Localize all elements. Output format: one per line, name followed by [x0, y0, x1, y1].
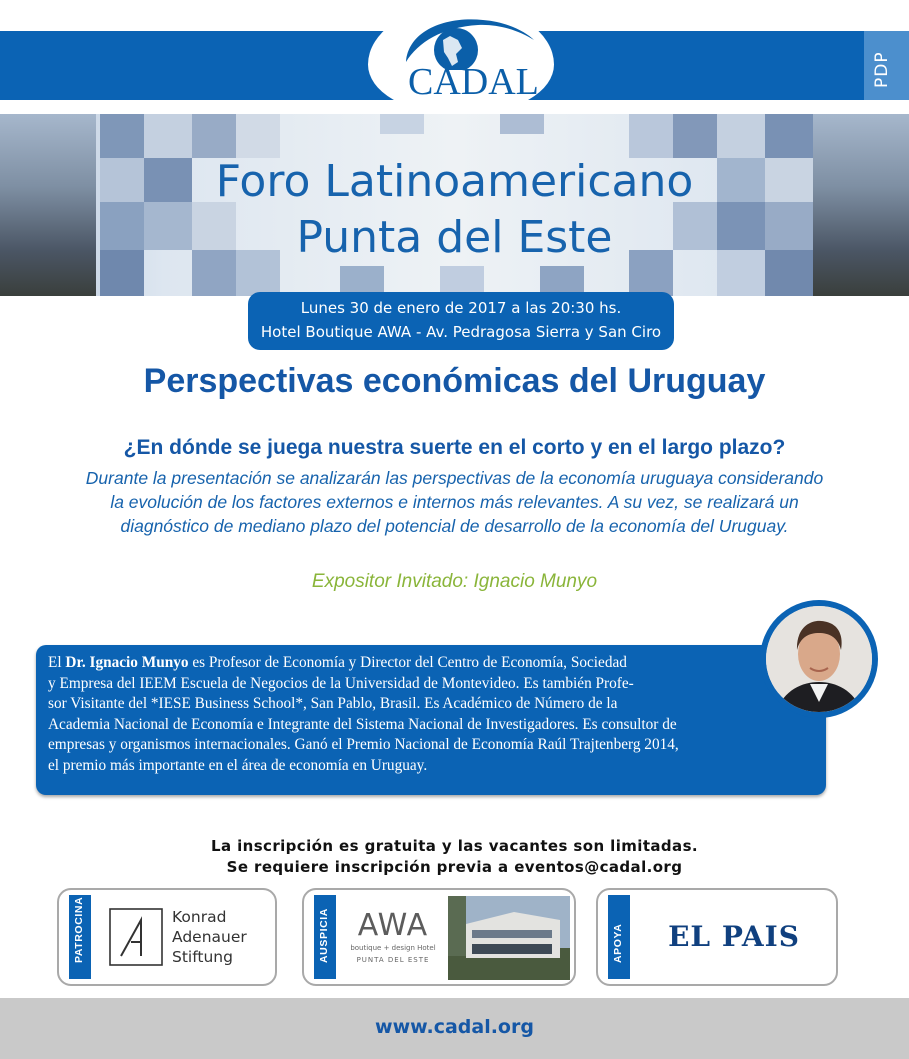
- bio-line: Academia Nacional de Economía e Integrante del Sistema Nacional de Investigadores. Es consultor de: [48, 715, 677, 733]
- banner-title-line2: Punta del Este: [296, 212, 613, 263]
- sponsor-role-tag: APOYA: [608, 895, 630, 979]
- event-venue: Hotel Boutique AWA - Av. Pedragosa Sierra y San Ciro: [260, 323, 662, 341]
- bio-line: y Empresa del IEEM Escuela de Negocios de la Universidad de Montevideo. Es también Profe-: [48, 674, 634, 692]
- event-description: [40, 466, 869, 538]
- awa-logo-text: AWA: [357, 908, 429, 943]
- speaker-heading: Expositor Invitado: Ignacio Munyo: [311, 571, 598, 592]
- registration-line2: Se requiere inscripción previa a eventos@cadal.org: [226, 858, 683, 876]
- registration-notice: [0, 836, 909, 878]
- description-line: Durante la presentación se analizarán las perspectivas de la economía uruguaya considerando: [85, 468, 824, 488]
- sponsor-card-konrad: [57, 888, 277, 986]
- description-line: la evolución de los factores externos e internos más relevantes. A su vez, se realizará un: [110, 492, 799, 512]
- banner-title-line1: Foro Latinoamericano: [215, 156, 694, 207]
- speaker-bio-text: El Dr. Ignacio Munyo es Profesor de Economía y Director del Centro de Economía, Sociedad y Empresa del IEEM Escuela de Negocios de la Universidad de Montevideo. Es también Profe- sor Visitante del *IESE Business School*, San Pablo, Brasil. Es Académico de Número de la Academia Nacional de Economía e Integrante del Sistema Nacional de Investigadores. Es consultor de empresas y organismos internacionales. Ganó el Premio Nacional de Economía Raúl Trajtenberg 2014, el premio más importante en el área de economía en Uruguay.: [48, 653, 808, 777]
- hotel-photo: [448, 896, 570, 980]
- event-date: Lunes 30 de enero de 2017 a las 20:30 hs.: [300, 299, 622, 317]
- registration-line1: La inscripción es gratuita y las vacantes son limitadas.: [210, 837, 698, 855]
- kas-logo-icon: [109, 908, 163, 966]
- page-subtitle: ¿En dónde se juega nuestra suerte en el corto y en el largo plazo?: [123, 436, 786, 459]
- speaker-name: Dr. Ignacio Munyo: [65, 654, 189, 671]
- konrad-name: Konrad Adenauer Stiftung: [172, 908, 247, 966]
- speaker-photo: [766, 606, 872, 712]
- sponsor-card-elpais: [596, 888, 838, 986]
- sponsor-role-tag: PATROCINA: [69, 895, 91, 979]
- bio-line: sor Visitante del *IESE Business School*, San Pablo, Brasil. Es Académico de Número de la: [48, 695, 618, 713]
- bio-line: empresas y organismos internacionales. Ganó el Premio Nacional de Economía Raúl Trajtenberg 2014,: [48, 736, 679, 754]
- event-banner: [0, 114, 909, 296]
- event-info-pill: [248, 292, 674, 350]
- bio-line: el premio más importante en el área de economía en Uruguay.: [48, 756, 428, 774]
- page-title: Perspectivas económicas del Uruguay: [143, 362, 766, 400]
- pdp-label: PDP: [872, 51, 892, 88]
- el-pais-logo: EL PAIS: [668, 920, 800, 953]
- sponsor-role-tag: AUSPICIA: [314, 895, 336, 979]
- cadal-logo-text: CADAL: [408, 61, 539, 103]
- footer-link[interactable]: www.cadal.org: [375, 1016, 534, 1038]
- sponsor-card-awa: [302, 888, 576, 986]
- description-line: diagnóstico de mediano plazo del potencial de desarrollo de la economía del Uruguay.: [120, 516, 789, 536]
- awa-tagline: boutique + design Hotel: [350, 944, 436, 952]
- awa-location: PUNTA DEL ESTE: [356, 956, 430, 964]
